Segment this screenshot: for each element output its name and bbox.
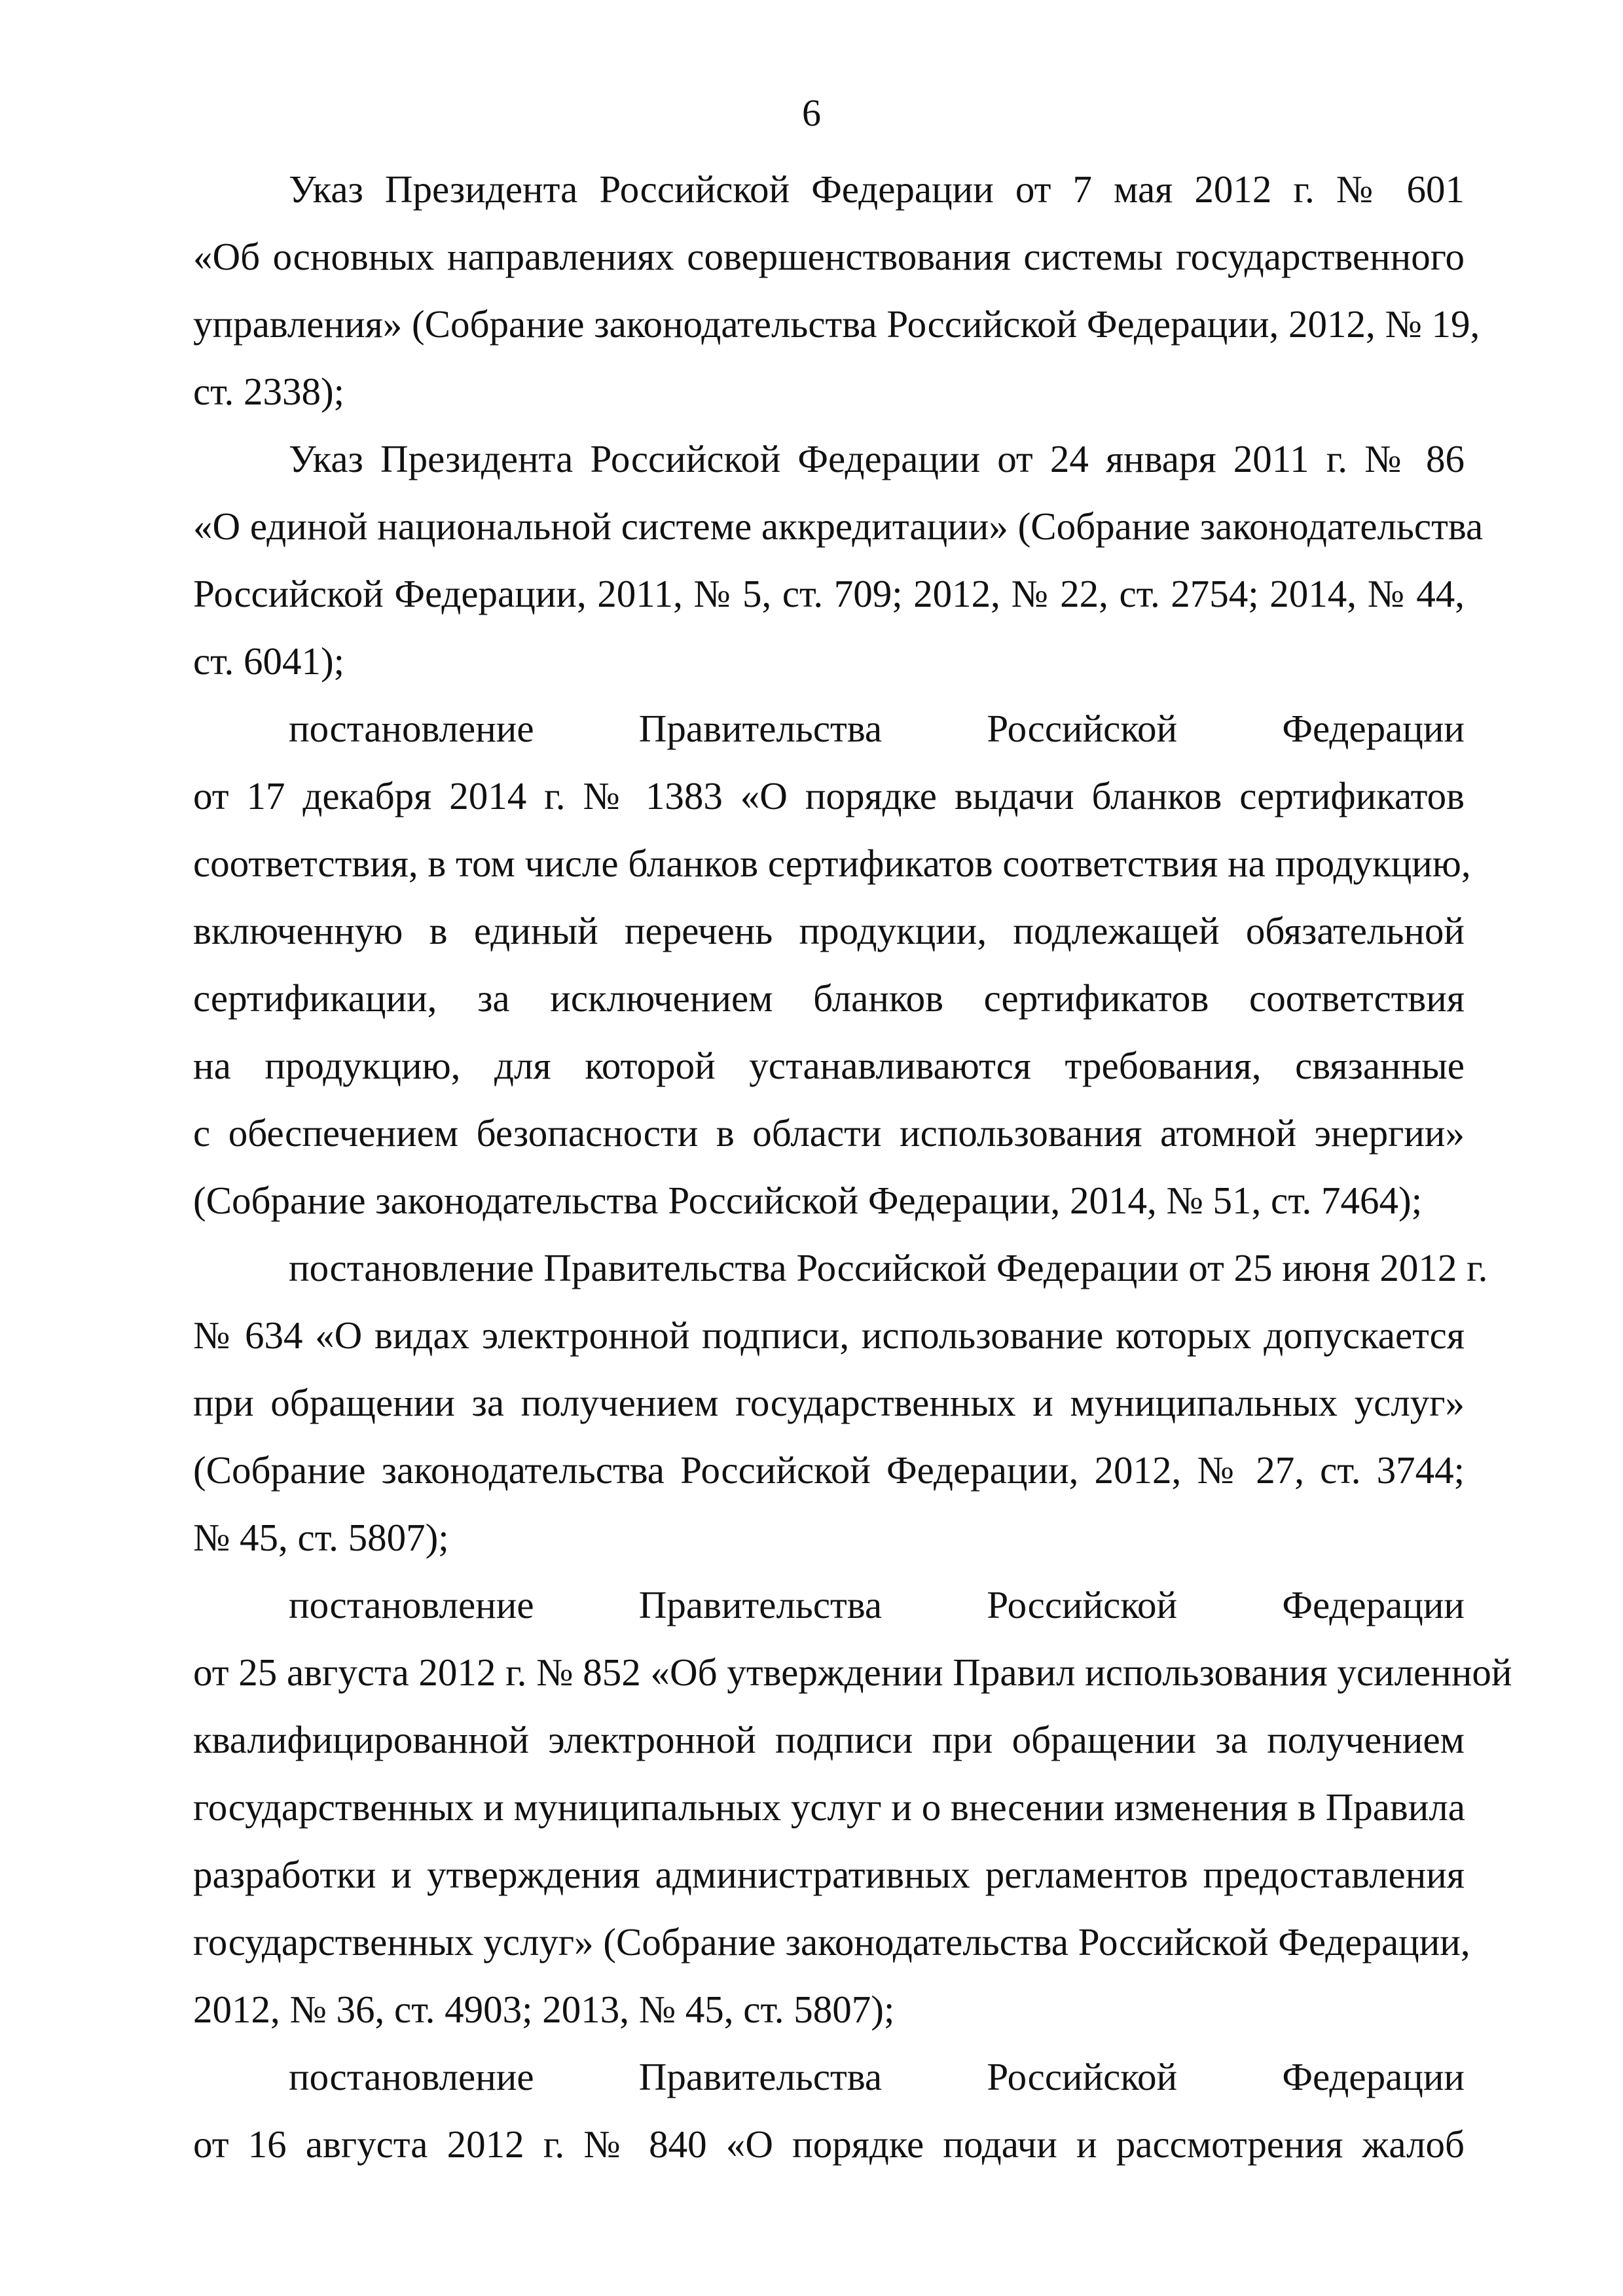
paragraph-decree-86 — [193, 425, 1484, 695]
text-line: включенную в единый перечень продукции, подлежащей обязательной — [193, 909, 1465, 952]
text-line: «Об основных направлениях совершенствования системы государственного — [193, 235, 1465, 278]
text-line: на продукцию, для которой устанавливаются требования, связанные — [193, 1044, 1465, 1087]
text-line: ст. 2338); — [193, 370, 345, 413]
paragraph-resolution-1383 — [193, 695, 1471, 1234]
text-line: постановление Правительства Российской Федерации — [289, 2055, 1465, 2098]
paragraph-resolution-852 — [193, 1571, 1512, 2043]
document-body — [193, 156, 1512, 2178]
text-line: управления» (Собрание законодательства Российской Федерации, 2012, № 19, — [193, 302, 1480, 346]
text-line: постановление Правительства Российской Федерации — [289, 707, 1465, 750]
text-line: 2012, № 36, ст. 4903; 2013, № 45, ст. 5807); — [193, 1988, 895, 2031]
text-line: соответствия, в том числе бланков сертификатов соответствия на продукцию, — [193, 842, 1471, 885]
text-line: Российской Федерации, 2011, № 5, ст. 709; 2012, № 22, ст. 2754; 2014, № 44, — [193, 572, 1465, 615]
page-number: 6 — [802, 92, 821, 134]
text-line: № 45, ст. 5807); — [193, 1516, 449, 1559]
text-line: «О единой национальной системе аккредитации» (Собрание законодательства — [193, 505, 1484, 548]
text-line: при обращении за получением государственных и муниципальных услуг» — [193, 1381, 1465, 1424]
text-line: от 25 августа 2012 г. № 852 «Об утверждении Правил использования усиленной — [193, 1651, 1512, 1694]
text-line: от 16 августа 2012 г. № 840 «О порядке подачи и рассмотрения жалоб — [193, 2123, 1465, 2166]
text-line: с обеспечением безопасности в области использования атомной энергии» — [193, 1111, 1465, 1155]
text-line: (Собрание законодательства Российской Федерации, 2012, № 27, ст. 3744; — [193, 1448, 1465, 1492]
text-line: государственных и муниципальных услуг и о внесении изменения в Правила — [193, 1785, 1465, 1829]
text-line: сертификации, за исключением бланков сертификатов соответствия — [193, 977, 1465, 1020]
text-line: от 17 декабря 2014 г. № 1383 «О порядке выдачи бланков сертификатов — [193, 774, 1465, 817]
paragraph-resolution-634 — [193, 1234, 1488, 1571]
paragraph-resolution-840 — [193, 2043, 1465, 2178]
text-line: квалифицированной электронной подписи при обращении за получением — [193, 1718, 1465, 1761]
text-line: Указ Президента Российской Федерации от 7 мая 2012 г. № 601 — [289, 168, 1465, 211]
paragraph-decree-601 — [193, 156, 1480, 425]
text-line: государственных услуг» (Собрание законодательства Российской Федерации, — [193, 1920, 1470, 1964]
text-line: постановление Правительства Российской Федерации — [289, 1583, 1465, 1626]
text-line: (Собрание законодательства Российской Федерации, 2014, № 51, ст. 7464); — [193, 1179, 1423, 1222]
text-line: Указ Президента Российской Федерации от 24 января 2011 г. № 86 — [289, 437, 1465, 480]
text-line: № 634 «О видах электронной подписи, использование которых допускается — [193, 1314, 1465, 1357]
text-line: постановление Правительства Российской Федерации от 25 июня 2012 г. — [289, 1246, 1488, 1289]
text-line: разработки и утверждения административных регламентов предоставления — [193, 1853, 1465, 1896]
text-line: ст. 6041); — [193, 639, 345, 683]
